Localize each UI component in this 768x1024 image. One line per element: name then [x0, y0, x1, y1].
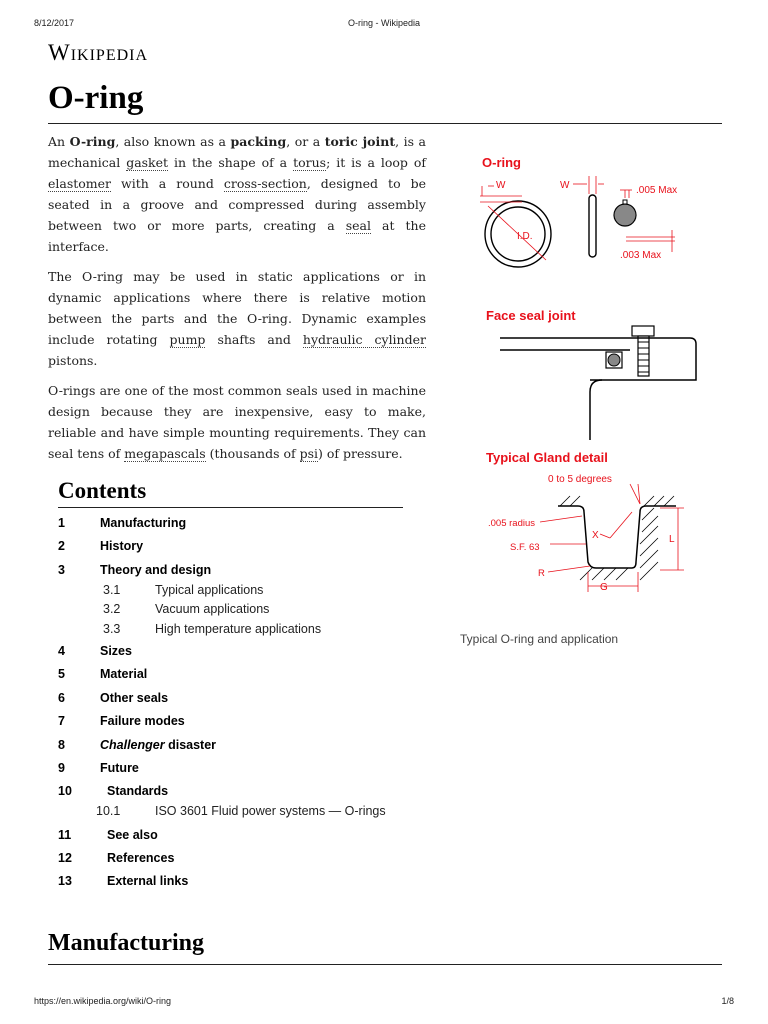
article-link[interactable]: gasket — [126, 155, 169, 170]
article-link[interactable]: seal — [345, 218, 372, 233]
toc-label-text: High temperature applications — [155, 622, 322, 636]
bold-term: toric joint — [324, 134, 396, 149]
toc-label-text: Material — [100, 667, 148, 681]
x-label: X — [592, 530, 599, 541]
article-intro — [48, 131, 426, 473]
l-label: L — [669, 534, 675, 545]
face-seal-title: Face seal joint — [486, 308, 576, 323]
print-title: O-ring - Wikipedia — [347, 18, 421, 28]
article-link[interactable]: cross-section — [223, 176, 307, 191]
toc-label-text: Future — [100, 761, 139, 775]
toc-label-text: Vacuum applications — [155, 602, 270, 616]
text-run: shafts and — [205, 332, 303, 347]
toc-label-text: External links — [107, 874, 189, 888]
text-run: ; it is a loop of — [326, 155, 426, 170]
toc-label-text: References — [107, 851, 175, 865]
sf-label: S.F. 63 — [510, 542, 540, 553]
toc-label — [100, 644, 132, 658]
toc-label-suffix: disaster — [164, 738, 217, 752]
article-link[interactable]: psi — [299, 446, 319, 461]
toc-number: 3.1 — [103, 583, 121, 597]
page-title: O-ring — [48, 80, 144, 116]
text-run: An — [48, 134, 70, 149]
radius-label: .005 radius — [488, 518, 536, 529]
toc-label — [107, 874, 188, 888]
toc-label — [100, 761, 139, 775]
text-run: , designed to be seated in a groove and compressed during assembly between two or more parts, creating a — [48, 176, 426, 233]
toc-label — [100, 714, 185, 728]
article-link[interactable]: hydraulic cylinder — [302, 332, 426, 347]
text-run: with a round — [111, 176, 224, 191]
max003-label: .003 Max — [620, 250, 662, 261]
gland-outline — [558, 506, 676, 568]
oring-side-view — [589, 195, 596, 257]
toc-number: 4 — [58, 644, 65, 658]
toc-label-text: ISO 3601 Fluid power systems — O-rings — [155, 804, 386, 818]
text-run: The O-ring may be used in static applications or in dynamic applications where there is relative motion between the parts and the O-ring. Dynamic examples include rotating — [48, 269, 426, 347]
section-divider — [48, 964, 722, 965]
toc-label-text: Sizes — [100, 644, 132, 658]
toc-label — [155, 622, 321, 636]
toc-label — [100, 539, 143, 553]
toc-label — [100, 691, 168, 705]
oring-cross-section — [614, 204, 636, 226]
toc-label-text: Typical applications — [155, 583, 264, 597]
article-link[interactable]: pump — [169, 332, 206, 347]
oring-title: O-ring — [482, 155, 521, 170]
max005-label: .005 Max — [636, 185, 678, 196]
toc-label — [155, 804, 386, 818]
intro-paragraph-3 — [48, 380, 426, 464]
toc-number: 1 — [58, 516, 65, 530]
print-page-number: 1/8 — [721, 996, 734, 1006]
toc-label — [100, 516, 186, 530]
text-run: pistons. — [48, 353, 98, 368]
toc-number: 13 — [58, 874, 72, 888]
toc-number: 6 — [58, 691, 65, 705]
text-run: (thousands of — [205, 446, 300, 461]
intro-paragraph-1 — [48, 131, 426, 257]
toc-label-text: Theory and design — [100, 563, 212, 577]
infobox-figure — [460, 140, 722, 634]
text-run: in the shape of a — [168, 155, 294, 170]
toc-label — [100, 563, 211, 577]
infobox-caption: Typical O-ring and application — [460, 632, 619, 646]
toc-number: 8 — [58, 738, 65, 752]
toc-number: 9 — [58, 761, 65, 775]
toc-number: 2 — [58, 539, 65, 553]
text-run: ) of pressure. — [318, 446, 403, 461]
toc-number: 11 — [58, 828, 72, 842]
bold-term: O-ring — [69, 134, 116, 149]
toc-label — [155, 602, 269, 616]
toc-label-text: Standards — [107, 784, 169, 798]
toc-number: 3.2 — [103, 602, 121, 616]
bold-term: packing — [230, 134, 287, 149]
article-link[interactable]: megapascals — [124, 446, 206, 461]
degrees-label: 0 to 5 degrees — [548, 474, 612, 485]
toc-label-text: Manufacturing — [100, 516, 187, 530]
toc-label — [100, 667, 147, 681]
toc-number: 12 — [58, 851, 72, 865]
face-seal-oring — [608, 354, 620, 366]
id-label: I.D. — [517, 231, 533, 242]
section-title-manufacturing: Manufacturing — [48, 930, 204, 956]
toc-number: 5 — [58, 667, 65, 681]
toc-label-text: History — [100, 539, 144, 553]
toc-label — [107, 828, 158, 842]
intro-paragraph-2 — [48, 266, 426, 371]
title-divider — [48, 123, 722, 124]
toc-number: 10.1 — [96, 804, 121, 818]
w-label-1: W — [496, 180, 506, 191]
text-run: , or a — [286, 134, 325, 149]
wikipedia-logo[interactable]: Wikipedia — [48, 40, 149, 65]
toc-label — [107, 851, 174, 865]
toc-label-text: Failure modes — [100, 714, 185, 728]
toc-label — [155, 583, 263, 597]
text-run: , is a mechanical — [48, 134, 426, 170]
toc-label — [107, 784, 168, 798]
toc-label — [100, 738, 216, 752]
article-link[interactable]: elastomer — [48, 176, 112, 191]
table-of-contents — [58, 478, 403, 888]
print-date: 8/12/2017 — [34, 18, 75, 28]
toc-title: Contents — [58, 478, 403, 508]
toc-number: 3 — [58, 563, 65, 577]
text-run: O-rings are one of the most common seals used in machine design because they are inexpensive, easy to make, reliable and have simple mounting requirements. They can seal tens of — [48, 383, 426, 461]
article-link[interactable]: torus — [293, 155, 327, 170]
print-url[interactable]: https://en.wikipedia.org/wiki/O-ring — [34, 996, 172, 1006]
r-label: R — [538, 568, 545, 579]
g-label: G — [600, 582, 608, 593]
toc-number: 10 — [58, 784, 72, 798]
toc-label-text: See also — [107, 828, 158, 842]
text-run: at the interface. — [48, 218, 426, 254]
oring-diagram — [460, 140, 722, 630]
text-run: , also known as a — [115, 134, 231, 149]
toc-label-text: Challenger — [100, 738, 165, 752]
toc-number: 7 — [58, 714, 65, 728]
toc-label-text: Other seals — [100, 691, 169, 705]
toc-number: 3.3 — [103, 622, 121, 636]
w-label-2: W — [560, 180, 570, 191]
gland-title: Typical Gland detail — [486, 450, 608, 465]
face-seal-plate — [500, 338, 696, 380]
